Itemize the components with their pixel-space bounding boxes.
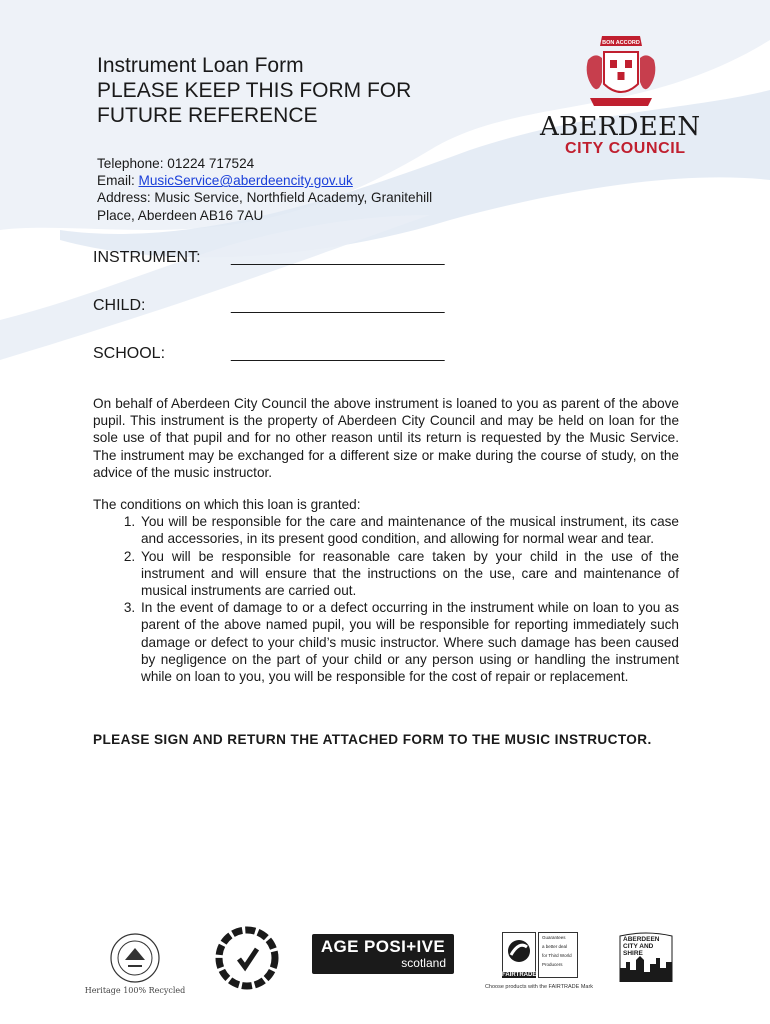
condition-item: 1. You will be responsible for the care and maintenance of the musical instrument, its case and accessories, in its present good condition, and allowing for normal wear and tear. [139,513,679,547]
notice-text: PLEASE SIGN AND RETURN THE ATTACHED FORM TO THE MUSIC INSTRUCTOR. [93,732,652,747]
acs-line: SHIRE [623,950,643,957]
fairtrade-box-line: for Third World [542,953,572,958]
logo-name: ABERDEEN [540,112,701,142]
field-label: SCHOOL: [93,345,166,362]
footer-logos [0,920,770,1000]
age-positive-sub: scotland [401,956,446,970]
email-label: Email: [97,173,139,189]
return-notice [93,731,679,748]
fairtrade-mark-icon [502,932,536,974]
telephone: Telephone: 01224 717524 [97,156,255,171]
aberdeen-city-and-shire-logo [618,932,674,982]
form-title [97,53,517,128]
address-line: Place, Aberdeen AB16 7AU [97,207,264,223]
fairtrade-logo [480,930,598,994]
email-link[interactable]: MusicService@aberdeencity.gov.uk [138,173,353,189]
napm-approved-icon [80,928,190,984]
positive-about-disabled-icon [212,925,282,991]
title-line: FUTURE REFERENCE [97,104,318,127]
acs-line: ABERDEEN [623,936,660,943]
school-blank[interactable]: ________________________ [231,345,445,362]
positive-about-disabled-people-logo [212,925,282,991]
acs-line: CITY AND [623,943,654,950]
acs-text [623,936,673,957]
crest-motto: BON ACCORD [602,40,640,46]
address-line: Address: Music Service, Northfield Academy, Granitehill [97,190,433,206]
child-blank[interactable]: ________________________ [231,297,445,314]
age-positive-scotland-logo [312,934,454,974]
conditions-section [93,496,679,685]
logo-subtitle: CITY COUNCIL [565,140,686,157]
title-line: Instrument Loan Form [97,54,304,77]
age-positive-text: AGE POSI+IVE [320,937,446,956]
fairtrade-box-line: Guarantees [542,935,566,940]
fairtrade-guarantee [538,932,578,978]
conditions-list [93,513,679,685]
napm-recycled-logo [80,928,190,1000]
condition-item: 3. In the event of damage to or a defect occurring in the instrument while on loan to you as parent of the above named pupil, you will be responsible for reporting immediately such damage or defect to your child’s music instructor. Where such damage has been caused by negligence on the part of your child or any person using or handling the instrument while on loan to you, you will be responsible for the cost of repair or replacement. [139,599,679,685]
condition-item: 2. You will be responsible for reasonable care taken by your child in the use of the instrument and will ensure that the instructions on the use, care and maintenance of musical instruments are carried out. [139,548,679,600]
fairtrade-label: FAIRTRADE [502,972,537,978]
loan-paragraph: On behalf of Aberdeen City Council the above instrument is loaned to you as parent of the above pupil. This instrument is the property of Aberdeen City Council and may be held on loan for the sole use of that pupil and for no other reason until its return is requested by the Music Service. The instrument may be exchanged for a different size or make during the course of study, on the advice of the music instructor. [93,396,679,480]
coat-of-arms-icon [580,34,662,112]
fairtrade-caption: Choose products with the FAIRTRADE Mark [484,984,594,990]
email-line [97,172,507,189]
fairtrade-box-line: Producers [542,962,563,967]
contact-details [97,155,507,224]
conditions-intro: The conditions on which this loan is granted: [93,497,361,512]
title-line: PLEASE KEEP THIS FORM FOR [97,79,412,102]
field-label: INSTRUMENT: [93,249,201,266]
fairtrade-box-line: a better deal [542,944,568,949]
field-label: CHILD: [93,297,146,314]
instrument-blank[interactable]: ________________________ [231,249,445,266]
napm-caption: Heritage 100% Recycled [84,986,186,995]
